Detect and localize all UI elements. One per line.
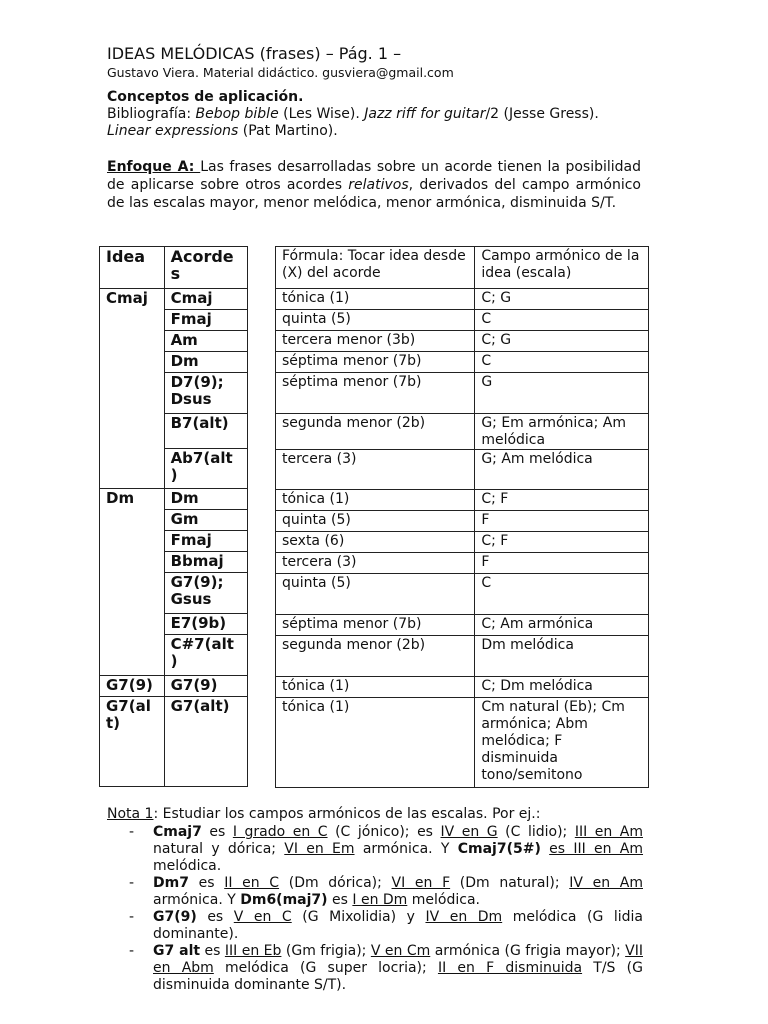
list-text: es	[201, 824, 233, 840]
enfoque-a-text-2: , derivados del campo armónico de las escalas mayor, menor melódica, menor armónica, disminuida S/T.	[107, 177, 641, 211]
list-dash: -	[129, 909, 135, 925]
biblio-prefix: Bibliografía:	[107, 106, 196, 122]
campo-cell: C; G	[475, 289, 649, 310]
campo-cell: F	[475, 553, 649, 574]
list-text: armónica. Y	[153, 892, 241, 908]
formula-cell: tónica (1)	[276, 698, 475, 788]
chord-cell: C#7(alt )	[164, 635, 247, 676]
table-row	[276, 490, 649, 511]
formula-cell: tercera (3)	[276, 450, 475, 490]
campo-cell: G	[475, 373, 649, 414]
chord-cell: Dm	[164, 489, 247, 510]
enfoque-a-paragraph	[107, 158, 641, 212]
chord-cell: G7(9)	[164, 676, 247, 697]
chord-cell: Dm	[164, 352, 247, 373]
nota-1-intro	[107, 806, 643, 823]
campo-cell: C; G	[475, 331, 649, 352]
formula-cell: tónica (1)	[276, 677, 475, 698]
campo-cell: C	[475, 574, 649, 615]
list-dash: -	[129, 824, 135, 840]
formula-cell: segunda menor (2b)	[276, 414, 475, 450]
column-header-idea: Idea	[100, 247, 165, 289]
table-row	[276, 615, 649, 636]
list-item	[107, 824, 643, 875]
biblio-text-1: (Les Wise).	[278, 106, 365, 122]
formula-cell: tónica (1)	[276, 490, 475, 511]
table-row	[276, 352, 649, 373]
table-row	[276, 331, 649, 352]
chord-cell: E7(9b)	[164, 614, 247, 635]
chord-name: Dm6(maj7)	[240, 892, 328, 908]
degree-ref: III en Eb	[224, 943, 282, 959]
nota-1-text: : Estudiar los campos armónicos de las escalas. Por ej.:	[153, 806, 541, 822]
idea-cell: G7(al t)	[100, 697, 165, 787]
table-row	[276, 414, 649, 450]
formula-cell: segunda menor (2b)	[276, 636, 475, 677]
biblio-book-2: Jazz riff for guitar	[364, 106, 486, 122]
table-row	[276, 289, 649, 310]
table-row	[100, 676, 248, 697]
table-row	[100, 697, 248, 787]
list-text: es	[327, 892, 353, 908]
degree-ref: V en Cm	[370, 943, 431, 959]
chord-name: G7 alt	[153, 943, 201, 959]
chord-cell: D7(9); Dsus	[164, 373, 247, 414]
degree-ref: es III en Am	[549, 841, 644, 857]
formula-cell: tercera (3)	[276, 553, 475, 574]
list-text: (C jónico); es	[327, 824, 441, 840]
campo-cell: C	[475, 310, 649, 331]
campo-cell: C; F	[475, 532, 649, 553]
degree-ref: III en Am	[574, 824, 643, 840]
formula-cell: quinta (5)	[276, 574, 475, 615]
column-header-acordes: Acorde s	[164, 247, 247, 289]
chord-cell: G7(9); Gsus	[164, 573, 247, 614]
chord-cell: Fmaj	[164, 310, 247, 331]
ideas-chords-table	[99, 246, 248, 787]
table-row	[100, 289, 248, 310]
table-row	[276, 677, 649, 698]
campo-cell: G; Am melódica	[475, 450, 649, 490]
list-text: melódica.	[153, 858, 222, 874]
list-text: T/S (G disminuida dominante S/T).	[153, 960, 643, 993]
degree-ref: VI en F	[391, 875, 451, 891]
biblio-book-3: Linear expressions	[107, 123, 239, 139]
list-item	[107, 875, 643, 909]
bibliography	[107, 106, 647, 140]
nota-1-label: Nota 1	[107, 806, 154, 822]
list-dash: -	[129, 943, 135, 959]
table-row	[276, 450, 649, 490]
degree-ref: VI en Em	[284, 841, 355, 857]
campo-cell: F	[475, 511, 649, 532]
degree-ref: I grado en C	[232, 824, 328, 840]
enfoque-a-text-1: Las frases desarrolladas sobre un acorde tienen la posibilidad de aplicarse sobre otros acordes	[107, 159, 641, 193]
list-dash: -	[129, 875, 135, 891]
chord-name: G7(9)	[153, 909, 197, 925]
list-text: es	[196, 909, 234, 925]
idea-cell: Dm	[100, 489, 165, 676]
biblio-book-1: Bebop bible	[195, 106, 279, 122]
table-header-row	[100, 247, 248, 289]
campo-cell: G; Em armónica; Am melódica	[475, 414, 649, 450]
table-header-row	[276, 247, 649, 289]
chord-cell: Bbmaj	[164, 552, 247, 573]
table-row	[276, 373, 649, 414]
campo-cell: C; F	[475, 490, 649, 511]
campo-cell: C; Am armónica	[475, 615, 649, 636]
table-row	[100, 489, 248, 510]
list-text	[541, 841, 549, 857]
chord-cell: B7(alt)	[164, 414, 247, 449]
campo-cell: C; Dm melódica	[475, 677, 649, 698]
idea-cell: Cmaj	[100, 289, 165, 489]
table-row	[276, 532, 649, 553]
campo-cell: C	[475, 352, 649, 373]
list-text: (Gm frigia);	[281, 943, 371, 959]
chord-name: Cmaj7(5#)	[457, 841, 541, 857]
chord-name: Cmaj7	[153, 824, 202, 840]
table-row	[276, 310, 649, 331]
section-heading: Conceptos de aplicación.	[107, 89, 304, 105]
chord-cell: Fmaj	[164, 531, 247, 552]
list-text: (G Mixolidia) y	[291, 909, 426, 925]
list-text: melódica (G lidia dominante).	[153, 909, 644, 942]
degree-ref: V en C	[233, 909, 292, 925]
nota-1-list	[107, 824, 643, 994]
enfoque-a-italic: relativos	[348, 177, 409, 193]
chord-cell: Ab7(alt )	[164, 449, 247, 489]
page-title: IDEAS MELÓDICAS (frases) – Pág. 1 –	[107, 44, 402, 63]
list-text: es	[200, 943, 225, 959]
formula-cell: tónica (1)	[276, 289, 475, 310]
list-item	[107, 943, 643, 994]
biblio-text-3: (Pat Martino).	[238, 123, 338, 139]
table-row	[276, 511, 649, 532]
table-row	[276, 636, 649, 677]
chord-cell: Cmaj	[164, 289, 247, 310]
list-item	[107, 909, 643, 943]
chord-cell: G7(alt)	[164, 697, 247, 787]
table-row	[276, 553, 649, 574]
column-header-formula: Fórmula: Tocar idea desde (X) del acorde	[276, 247, 475, 289]
degree-ref: II en C	[224, 875, 280, 891]
list-text: natural y dórica;	[153, 841, 285, 857]
degree-ref: IV en Dm	[425, 909, 503, 925]
formula-cell: tercera menor (3b)	[276, 331, 475, 352]
formula-cell: quinta (5)	[276, 310, 475, 331]
idea-cell: G7(9)	[100, 676, 165, 697]
formula-cell: séptima menor (7b)	[276, 615, 475, 636]
author-line: Gustavo Viera. Material didáctico. gusviera@gmail.com	[107, 65, 454, 80]
degree-ref: II en F disminuida	[437, 960, 583, 976]
list-text: (Dm natural);	[450, 875, 570, 891]
list-text: (C lidio);	[497, 824, 575, 840]
list-text: (Dm dórica);	[279, 875, 392, 891]
formula-field-table	[275, 246, 649, 788]
formula-cell: quinta (5)	[276, 511, 475, 532]
campo-cell: Dm melódica	[475, 636, 649, 677]
degree-ref: I en Dm	[352, 892, 408, 908]
biblio-text-2: /2 (Jesse Gress).	[485, 106, 599, 122]
chord-name: Dm7	[153, 875, 189, 891]
degree-ref: VII en Abm	[153, 943, 643, 976]
list-text: melódica (G super locria);	[213, 960, 438, 976]
enfoque-a-label: Enfoque A:	[107, 159, 201, 175]
degree-ref: IV en Am	[569, 875, 643, 891]
campo-cell: Cm natural (Eb); Cm armónica; Abm melódica; F disminuida tono/semitono	[475, 698, 649, 788]
degree-ref: IV en G	[440, 824, 498, 840]
formula-cell: séptima menor (7b)	[276, 352, 475, 373]
chord-cell: Gm	[164, 510, 247, 531]
chord-cell: Am	[164, 331, 247, 352]
list-text: armónica. Y	[354, 841, 458, 857]
table-row	[276, 574, 649, 615]
list-text: armónica (G frigia mayor);	[430, 943, 626, 959]
column-header-campo: Campo armónico de la idea (escala)	[475, 247, 649, 289]
table-row	[276, 698, 649, 788]
formula-cell: sexta (6)	[276, 532, 475, 553]
list-text: melódica.	[407, 892, 480, 908]
list-text: es	[188, 875, 225, 891]
formula-cell: séptima menor (7b)	[276, 373, 475, 414]
